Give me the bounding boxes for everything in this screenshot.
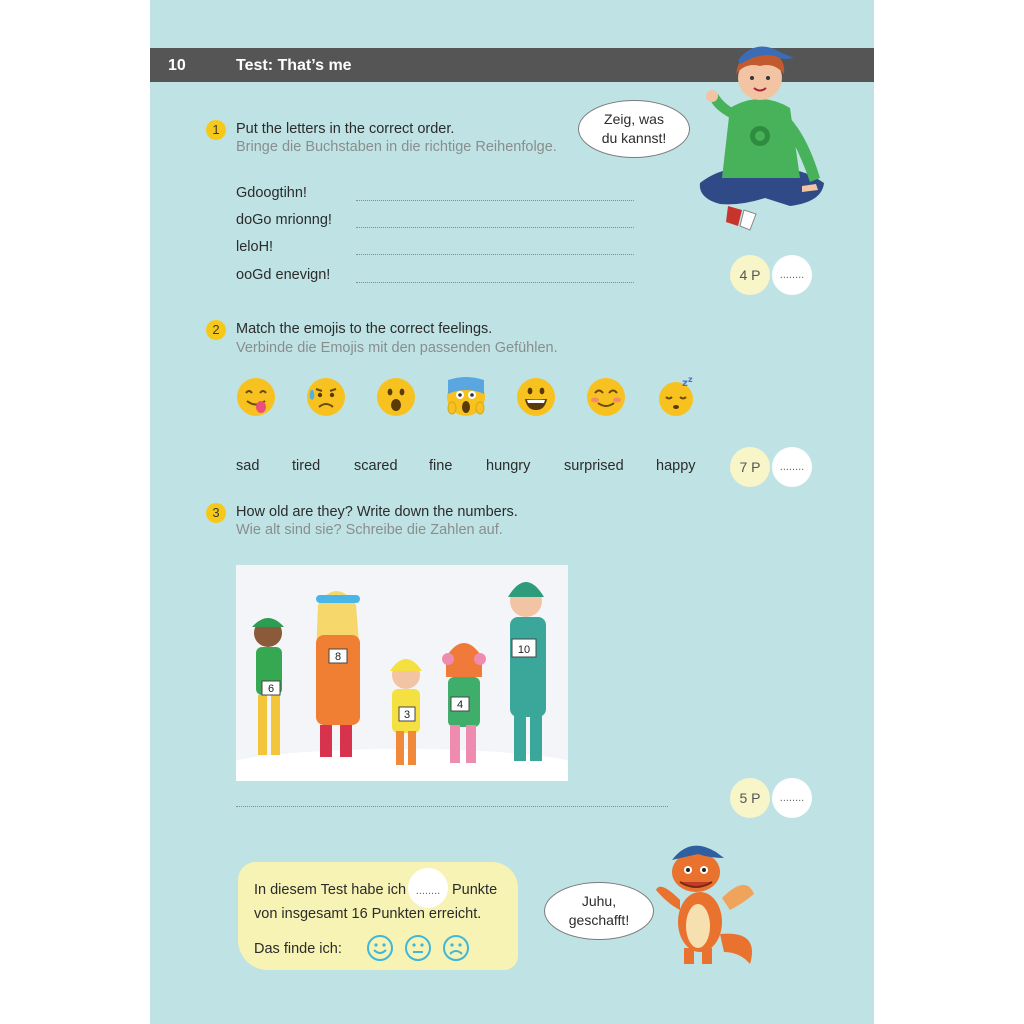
sad-sweat-face-icon[interactable] bbox=[306, 376, 346, 418]
bubble-bottom-line2: geschafft! bbox=[568, 912, 630, 928]
page-title: Test: That’s me bbox=[236, 57, 352, 74]
feeling-word[interactable]: hungry bbox=[486, 458, 531, 474]
task2-instruction-en: Match the emojis to the correct feelings. bbox=[236, 321, 493, 337]
answer-line[interactable] bbox=[356, 282, 634, 283]
task1-row bbox=[236, 212, 636, 232]
neutral-face-icon[interactable] bbox=[404, 934, 432, 962]
svg-text:z: z bbox=[682, 378, 688, 389]
scrambled-word: doGo mrionng! bbox=[236, 212, 332, 228]
scrambled-word: ooGd enevign! bbox=[236, 267, 331, 283]
task3-instruction-en: How old are they? Write down the numbers. bbox=[236, 504, 518, 520]
task3-badge: 3 bbox=[206, 503, 226, 523]
task1-row bbox=[236, 239, 636, 259]
task3-answer-line[interactable] bbox=[236, 806, 668, 807]
yum-face-icon[interactable] bbox=[236, 376, 276, 418]
happy-face-icon[interactable] bbox=[366, 934, 394, 962]
dragon-illustration bbox=[650, 834, 766, 970]
bubble-top-line2: du kannst! bbox=[601, 130, 667, 146]
task1-badge: 1 bbox=[206, 120, 226, 140]
answer-line[interactable] bbox=[356, 227, 634, 228]
bubble-bottom-line1: Juhu, bbox=[581, 893, 617, 909]
sad-face-icon[interactable] bbox=[442, 934, 470, 962]
summary-line1-start: In diesem Test habe ich bbox=[254, 882, 407, 898]
boy-illustration bbox=[690, 38, 830, 236]
speech-bubble-top bbox=[578, 100, 690, 158]
feeling-word[interactable]: scared bbox=[354, 458, 398, 474]
age-label: 6 bbox=[267, 683, 275, 695]
task3-instruction-de: Wie alt sind sie? Schreibe die Zahlen auf. bbox=[236, 522, 503, 538]
feeling-word[interactable]: fine bbox=[429, 458, 453, 474]
feeling-word[interactable]: surprised bbox=[564, 458, 624, 474]
task3-score bbox=[730, 778, 814, 818]
task1-instruction-de: Bringe die Buchstaben in die richtige Reihenfolge. bbox=[236, 139, 557, 155]
feeling-word[interactable]: tired bbox=[292, 458, 321, 474]
points-badge: 4 P bbox=[730, 255, 770, 295]
score-blank[interactable]: ........ bbox=[772, 778, 812, 818]
grinning-face-icon[interactable] bbox=[516, 376, 556, 418]
points-badge: 7 P bbox=[730, 447, 770, 487]
page-number: 10 bbox=[168, 57, 186, 74]
summary-score-blank[interactable]: ........ bbox=[408, 868, 448, 908]
sleeping-face-icon[interactable] bbox=[656, 376, 696, 418]
scrambled-word: Gdoogtihn! bbox=[236, 185, 307, 201]
summary-line2: von insgesamt 16 Punkten erreicht. bbox=[254, 906, 482, 922]
task1-score bbox=[730, 255, 814, 295]
answer-line[interactable] bbox=[356, 200, 634, 201]
scrambled-word: leloH! bbox=[236, 239, 274, 255]
smiling-face-icon[interactable] bbox=[586, 376, 626, 418]
age-label: 3 bbox=[403, 709, 411, 721]
task1-instruction-en: Put the letters in the correct order. bbox=[236, 121, 455, 137]
surprised-face-icon[interactable] bbox=[376, 376, 416, 418]
svg-text:z: z bbox=[688, 376, 693, 384]
answer-line[interactable] bbox=[356, 254, 634, 255]
summary-line1-end: Punkte bbox=[452, 882, 498, 898]
feeling-word[interactable]: sad bbox=[236, 458, 260, 474]
summary-box bbox=[238, 862, 518, 970]
age-label: 4 bbox=[456, 699, 464, 711]
age-label: 10 bbox=[517, 644, 531, 656]
worksheet-page bbox=[150, 0, 874, 1024]
age-label: 8 bbox=[334, 651, 342, 663]
screaming-face-icon[interactable] bbox=[446, 376, 486, 418]
bubble-top-line1: Zeig, was bbox=[604, 111, 664, 127]
speech-bubble-bottom bbox=[544, 882, 654, 940]
summary-line3: Das finde ich: bbox=[254, 941, 342, 957]
feeling-word[interactable]: happy bbox=[656, 458, 696, 474]
task2-badge: 2 bbox=[206, 320, 226, 340]
children-illustration bbox=[236, 565, 568, 781]
task1-row bbox=[236, 185, 636, 205]
score-blank[interactable]: ........ bbox=[772, 255, 812, 295]
points-badge: 5 P bbox=[730, 778, 770, 818]
task2-instruction-de: Verbinde die Emojis mit den passenden Gefühlen. bbox=[236, 340, 558, 356]
task2-score bbox=[730, 447, 814, 487]
task1-row bbox=[236, 267, 636, 287]
score-blank[interactable]: ........ bbox=[772, 447, 812, 487]
